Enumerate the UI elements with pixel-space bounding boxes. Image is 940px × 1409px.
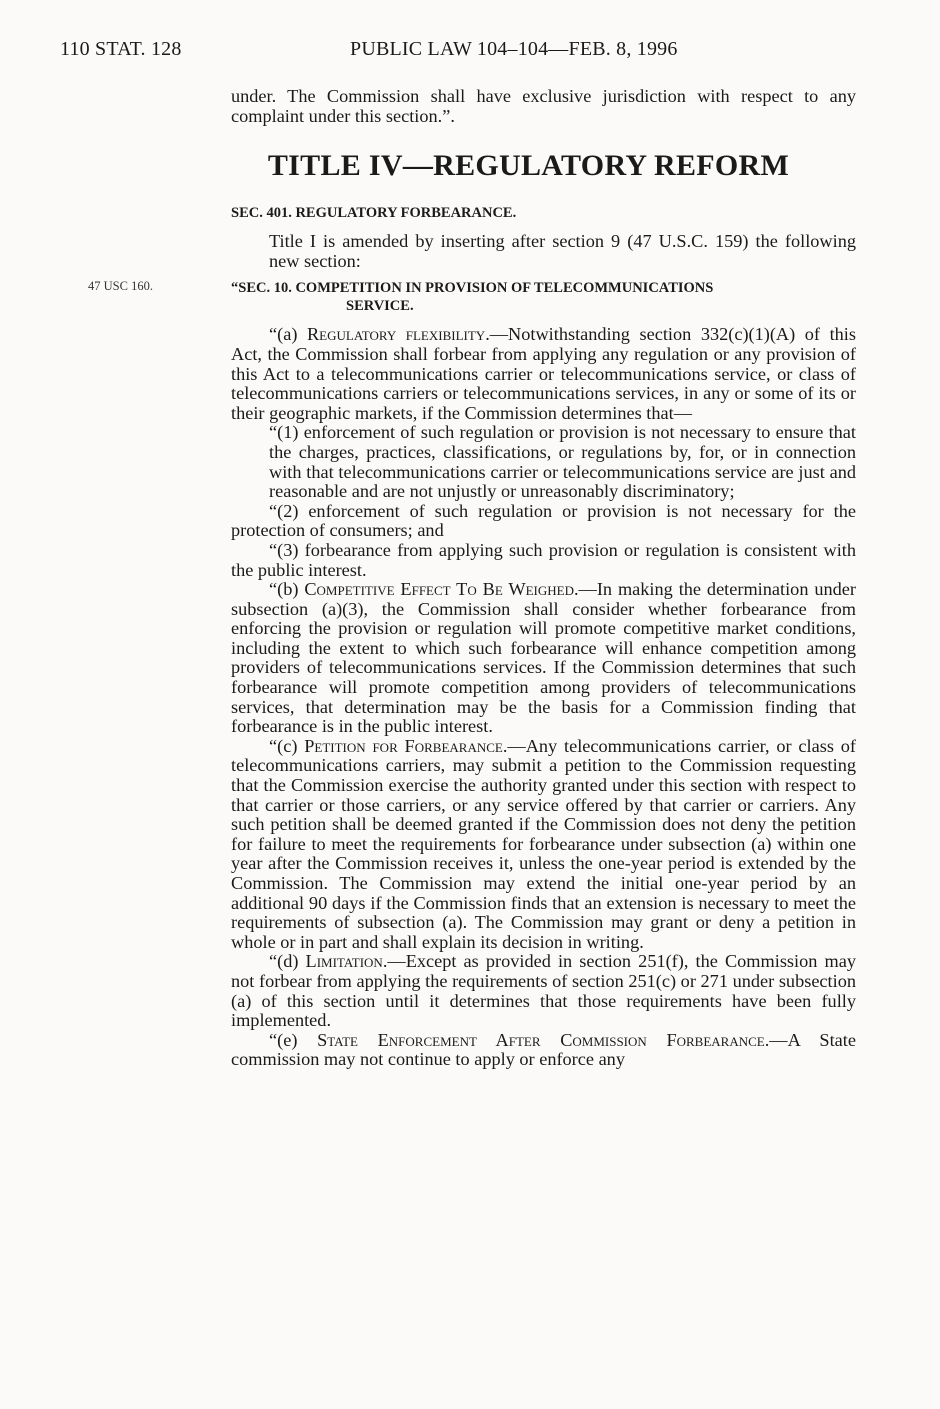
subsection-b-label: “(b) <box>269 579 299 600</box>
subsection-d-title: Limitation. <box>305 951 388 972</box>
subsection-d <box>231 952 856 1030</box>
subsection-a <box>231 325 856 423</box>
subsection-d-text: —Except as provided in section 251(f), the Commission may not forbear from applying the requirements of section 251(c) or 271 under subsection (a) of this section until it determines that those requirements have been fully implemented. <box>231 951 856 1031</box>
section-401-heading: SEC. 401. REGULATORY FORBEARANCE. <box>231 205 517 222</box>
subsection-e-title: State Enforcement After Commission Forbearance. <box>317 1029 770 1050</box>
section-10-heading-line1: “SEC. 10. COMPETITION IN PROVISION OF TELECOMMUNICATIONS <box>231 280 714 297</box>
subsection-b-title: Competitive Effect To Be Weighed. <box>304 579 579 600</box>
section-401-text: Title I is amended by inserting after section 9 (47 U.S.C. 159) the following new section: <box>269 231 856 271</box>
subsection-d-label: “(d) <box>269 951 299 972</box>
document-body <box>231 87 856 1070</box>
item-3: “(3) forbearance from applying such provision or regulation is consistent with the public interest. <box>231 539 856 580</box>
subsection-c-label: “(c) <box>269 735 298 756</box>
subsection-e-text: —A State commission may not continue to apply or enforce any <box>231 1029 856 1070</box>
subsection-b-text: —In making the determination under subsection (a)(3), the Commission shall consider whether forbearance from enforcing the provision or regulation will promote competitive market conditions, including the extent to which such forbearance will enhance competition among providers of telecommunications services. If the Commission determines that such forbearance will promote competition among providers of telecommunications services, that determination may be the basis for a Commission finding that forbearance is in the public interest. <box>231 579 856 737</box>
margin-note-usc: 47 USC 160. <box>88 279 153 293</box>
subsection-e-label: “(e) <box>269 1029 298 1050</box>
subsection-e <box>231 1031 856 1070</box>
section-10-heading-line2: SERVICE. <box>346 298 414 315</box>
subsection-a-label: “(a) <box>269 324 298 345</box>
section-10-heading <box>231 279 856 315</box>
item-2: “(2) enforcement of such regulation or provision is not necessary for the protection of consumers; and <box>231 500 856 541</box>
subsection-c-text: —Any telecommunications carrier, or class of telecommunications carriers, may submit a petition to the Commission requesting that the Commission exercise the authority granted under this section with respect to that carrier or those carriers, or any service offered by that carrier or carriers. Any such petition shall be deemed granted if the Commission does not deny the petition for failure to meet the requirements for forbearance under subsection (a) within one year after the Commission receives it, unless the one-year period is extended by the Commission. The Commission may extend the initial one-year period by an additional 90 days if the Commission finds that an extension is necessary to meet the requirements of subsection (a). The Commission may grant or deny a petition in whole or in part and shall explain its decision in writing. <box>231 735 856 952</box>
subsection-a-text: —Notwithstanding section 332(c)(1)(A) of this Act, the Commission shall forbear from applying any regulation or any provision of this Act to a telecommunications carrier or telecommunications service, or class of telecommunications carriers or telecommunications services, in any or some of its or their geographic markets, if the Commission determines that— <box>231 324 856 423</box>
law-reference: PUBLIC LAW 104–104—FEB. 8, 1996 <box>350 38 678 60</box>
item-1: “(1) enforcement of such regulation or provision is not necessary to ensure that the charges, practices, classifications, or regulations by, for, or in connection with that telecommunications carrier or telecommunications service are just and reasonable and are not unjustly or unreasonably discriminatory; <box>269 422 856 502</box>
subsection-b <box>231 580 856 737</box>
stat-reference: 110 STAT. 128 <box>60 38 182 60</box>
subsection-c-title: Petition for Forbearance. <box>304 735 508 756</box>
page-header <box>60 38 860 68</box>
subsection-c <box>231 737 856 953</box>
subsection-a-title: Regulatory flexibility. <box>306 324 490 345</box>
intro-paragraph: under. The Commission shall have exclusive jurisdiction with respect to any complaint under this section.”. <box>231 86 856 126</box>
title-heading: TITLE IV—REGULATORY REFORM <box>267 149 790 183</box>
